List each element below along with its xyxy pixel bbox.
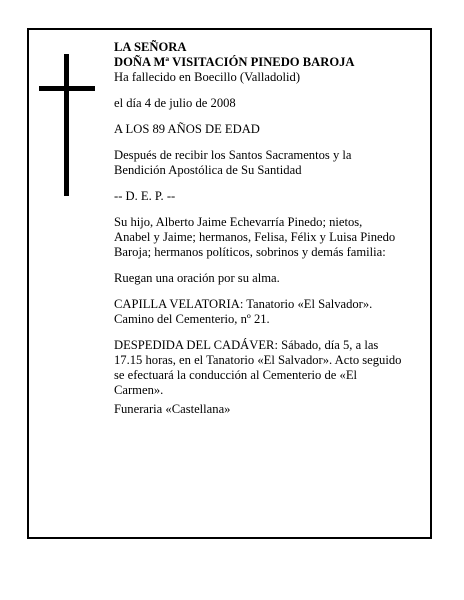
sacraments-line-2: Bendición Apostólica de Su Santidad <box>114 163 302 177</box>
chapel-line-2: Camino del Cementerio, nº 21. <box>114 312 270 326</box>
farewell-line-1: DESPEDIDA DEL CADÁVER: Sábado, día 5, a las <box>114 338 379 352</box>
family-line-1: Su hijo, Alberto Jaime Echevarría Pinedo; nietos, <box>114 215 363 229</box>
sacraments-line-1: Después de recibir los Santos Sacramentos y la <box>114 148 352 162</box>
prayer-line: Ruegan una oración por su alma. <box>114 271 280 285</box>
family-line-2: Anabel y Jaime; hermanos, Felisa, Félix y Luisa Pinedo <box>114 230 396 244</box>
obituary-text <box>114 40 432 417</box>
cross-icon-crossbar <box>39 86 95 91</box>
deceased-name: DOÑA Mª VISITACIÓN PINEDO BAROJA <box>114 55 355 69</box>
cross-icon <box>64 54 69 196</box>
chapel-line-1: CAPILLA VELATORIA: Tanatorio «El Salvador». <box>114 297 373 311</box>
age-at-death: A LOS 89 AÑOS DE EDAD <box>114 122 260 136</box>
title-line-1: LA SEÑORA <box>114 40 187 54</box>
place-of-death: Ha fallecido en Boecillo (Valladolid) <box>114 70 301 84</box>
farewell-line-4: Carmen». <box>114 383 164 397</box>
farewell-line-2: 17.15 horas, en el Tanatorio «El Salvador». Acto seguido <box>114 353 402 367</box>
date-of-death: el día 4 de julio de 2008 <box>114 96 236 110</box>
farewell-line-3: se efectuará la conducción al Cementerio de «El <box>114 368 358 382</box>
rip-line: -- D. E. P. -- <box>114 189 176 203</box>
family-line-3: Baroja; hermanos políticos, sobrinos y demás familia: <box>114 245 386 259</box>
funeral-home: Funeraria «Castellana» <box>114 402 231 416</box>
